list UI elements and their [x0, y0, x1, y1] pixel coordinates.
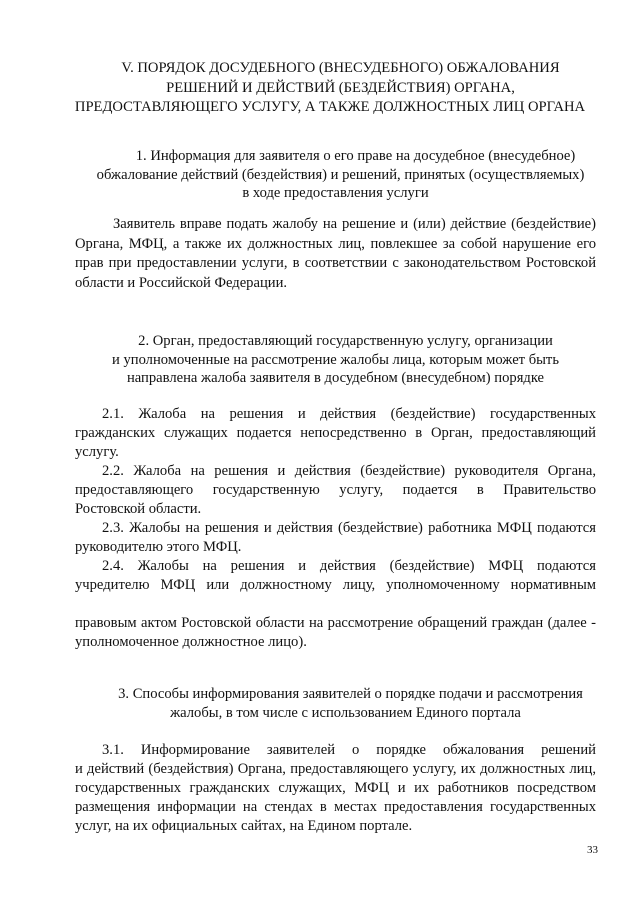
- item-2-3-line: руководителю этого МФЦ.: [75, 539, 242, 555]
- section1-heading-line: в ходе предоставления услуги: [242, 185, 429, 201]
- section2-heading-line: 2. Орган, предоставляющий государственную услугу, организации: [138, 333, 553, 349]
- item-2-2-line: предоставляющего государственную услугу, подается в Правительство: [75, 482, 596, 498]
- item-2-1-line: гражданских служащих подается непосредственно в Орган, предоставляющий: [75, 425, 596, 441]
- section1-heading-line: 1. Информация для заявителя о его праве на досудебное (внесудебное): [135, 148, 576, 164]
- section3-heading-line: 3. Способы информирования заявителей о порядке подачи и рассмотрения: [118, 686, 583, 702]
- item-2-2-line: 2.2. Жалоба на решения и действия (бездействие) руководителя Органа,: [102, 463, 596, 479]
- item-2-2-line: Ростовской области.: [75, 501, 202, 517]
- item-3-1-line: размещения информации на стендах в местах предоставления государственных: [75, 799, 596, 815]
- item-2-1-line: услугу.: [75, 444, 119, 460]
- chapter-title-line: V. ПОРЯДОК ДОСУДЕБНОГО (ВНЕСУДЕБНОГО) ОБЖАЛОВАНИЯ: [121, 60, 560, 76]
- section1-paragraph-line: области и Российской Федерации.: [75, 275, 288, 291]
- chapter-title-line: ПРЕДОСТАВЛЯЮЩЕГО УСЛУГУ, А ТАКЖЕ ДОЛЖНОСТНЫХ ЛИЦ ОРГАНА: [74, 99, 586, 115]
- chapter-title-line: РЕШЕНИЙ И ДЕЙСТВИЙ (БЕЗДЕЙСТВИЯ) ОРГАНА,: [166, 80, 515, 96]
- item-2-3-line: 2.3. Жалобы на решения и действия (бездействие) работника МФЦ подаются: [102, 520, 596, 536]
- item-3-1-line: и действий (бездействия) Органа, предоставляющего услугу, их должностных лиц,: [75, 761, 596, 777]
- section3-heading-line: жалобы, в том числе с использованием Единого портала: [170, 705, 521, 721]
- item-3-1-line: услуг, на их официальных сайтах, на Едином портале.: [75, 818, 413, 834]
- section1-heading-line: обжалование действий (бездействия) и решений, принятых (осуществляемых): [96, 167, 585, 183]
- item-2-1-line: 2.1. Жалоба на решения и действия (бездействие) государственных: [102, 406, 596, 422]
- section2-heading-line: и уполномоченные на рассмотрение жалобы лица, которым может быть: [112, 352, 559, 368]
- section1-paragraph-line: Заявитель вправе подать жалобу на решение и (или) действие (бездействие): [113, 216, 596, 232]
- section1-paragraph-line: прав при предоставлении услуги, в соответствии с законодательством Ростовской: [75, 255, 596, 271]
- section2-heading-line: направлена жалоба заявителя в досудебном (внесудебном) порядке: [126, 370, 545, 386]
- item-2-4-line: учредителю МФЦ или должностному лицу, уполномоченному нормативным: [75, 577, 596, 593]
- item-2-4-line: 2.4. Жалобы на решения и действия (бездействие) МФЦ подаются: [102, 558, 596, 574]
- item-2-4-line: уполномоченное должностное лицо).: [75, 634, 307, 650]
- section1-paragraph-line: Органа, МФЦ, а также их должностных лиц, повлекшее за собой нарушение его: [75, 236, 596, 252]
- item-2-4-line: правовым актом Ростовской области на рассмотрение обращений граждан (далее -: [75, 615, 596, 631]
- item-3-1-line: 3.1. Информирование заявителей о порядке обжалования решений: [102, 742, 596, 758]
- item-3-1-line: государственных гражданских служащих, МФЦ и их работников посредством: [75, 780, 596, 796]
- page-number: 33: [587, 844, 598, 856]
